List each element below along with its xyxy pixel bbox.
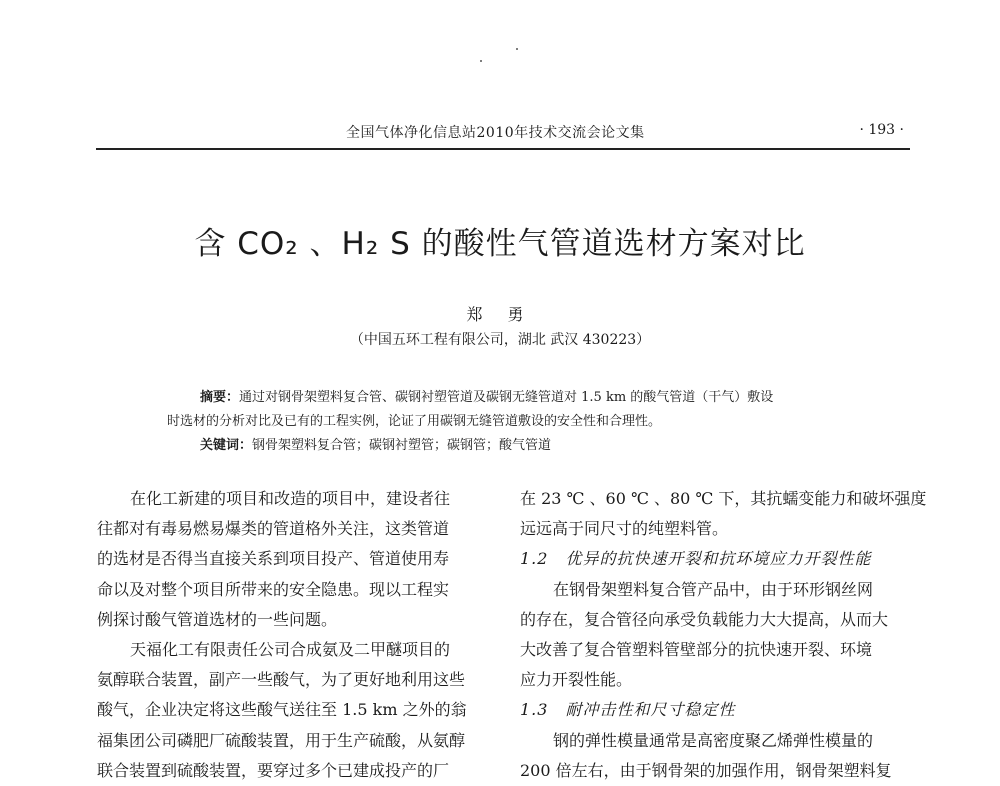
- scan-speck: [516, 48, 518, 50]
- author-affiliation: （中国五环工程有限公司，湖北 武汉 430223）: [349, 332, 651, 348]
- keywords-label: 关键词：: [200, 438, 253, 453]
- section-heading-1-2: 1.2 优异的抗快速开裂和抗环境应力开裂性能: [520, 549, 872, 569]
- abstract-block: [167, 386, 842, 458]
- body-line: 远远高于同尺寸的纯塑料管。: [520, 519, 729, 539]
- abstract-label: 摘要：: [200, 390, 240, 405]
- running-header-title: 全国气体净化信息站2010年技术交流会论文集: [346, 125, 645, 141]
- section-heading-1-3: 1.3 耐冲击性和尺寸稳定性: [520, 700, 736, 720]
- body-line: 福集团公司磷肥厂硫酸装置，用于生产硫酸，从氨醇: [97, 730, 466, 750]
- running-header: [96, 118, 910, 146]
- body-line: 大改善了复合管塑料管壁部分的抗快速开裂、环境: [520, 640, 873, 660]
- keywords-line: [167, 434, 842, 458]
- body-line: 的选材是否得当直接关系到项目投产、管道使用寿: [97, 549, 450, 569]
- body-line: 钢的弹性模量通常是高密度聚乙烯弹性模量的: [553, 730, 874, 750]
- body-line: 往都对有毒易燃易爆类的管道格外关注，这类管道: [97, 519, 450, 539]
- keywords-text: 钢骨架塑料复合管；碳钢衬塑管；碳钢管；酸气管道: [252, 438, 552, 453]
- abstract-text-2: 时选材的分析对比及已有的工程实例，论证了用碳钢无缝管道敷设的安全性和合理性。: [167, 414, 662, 429]
- body-line: 酸气，企业决定将这些酸气送往至 1.5 km 之外的翁: [97, 700, 467, 720]
- body-line: 命以及对整个项目所带来的安全隐患。现以工程实: [97, 579, 450, 599]
- body-line: 在化工新建的项目和改造的项目中，建设者往: [130, 489, 451, 508]
- header-rule: [96, 148, 910, 150]
- body-line: 200 倍左右，由于钢骨架的加强作用，钢骨架塑料复: [520, 760, 892, 780]
- body-line: 联合装置到硫酸装置，要穿过多个已建成投产的厂: [97, 760, 450, 780]
- body-line: 天福化工有限责任公司合成氨及二甲醚项目的: [130, 640, 451, 660]
- body-line: 在 23 ℃ 、60 ℃ 、80 ℃ 下，其抗蠕变能力和破坏强度: [520, 489, 927, 508]
- body-line: 应力开裂性能。: [520, 670, 633, 690]
- article-title: 含 CO₂ 、H₂ S 的酸性气管道选材方案对比: [194, 226, 806, 262]
- body-line: 例探讨酸气管道选材的一些问题。: [97, 609, 338, 629]
- body-line: 的存在，复合管径向承受负载能力大大提高，从而大: [520, 609, 889, 629]
- right-column: [520, 484, 927, 786]
- abstract-line: [167, 386, 842, 410]
- page-number: · 193 ·: [859, 122, 904, 138]
- author-name: 郑 勇: [466, 305, 534, 324]
- left-column: [97, 484, 497, 786]
- abstract-text-1: 通过对钢骨架塑料复合管、碳钢衬塑管道及碳钢无缝管道对 1.5 km 的酸气管道（干气）敷设: [239, 390, 774, 405]
- body-line: 氨醇联合装置，副产一些酸气，为了更好地利用这些: [97, 670, 466, 690]
- scan-speck: [480, 60, 482, 62]
- body-line: 在钢骨架塑料复合管产品中，由于环形钢丝网: [553, 579, 874, 599]
